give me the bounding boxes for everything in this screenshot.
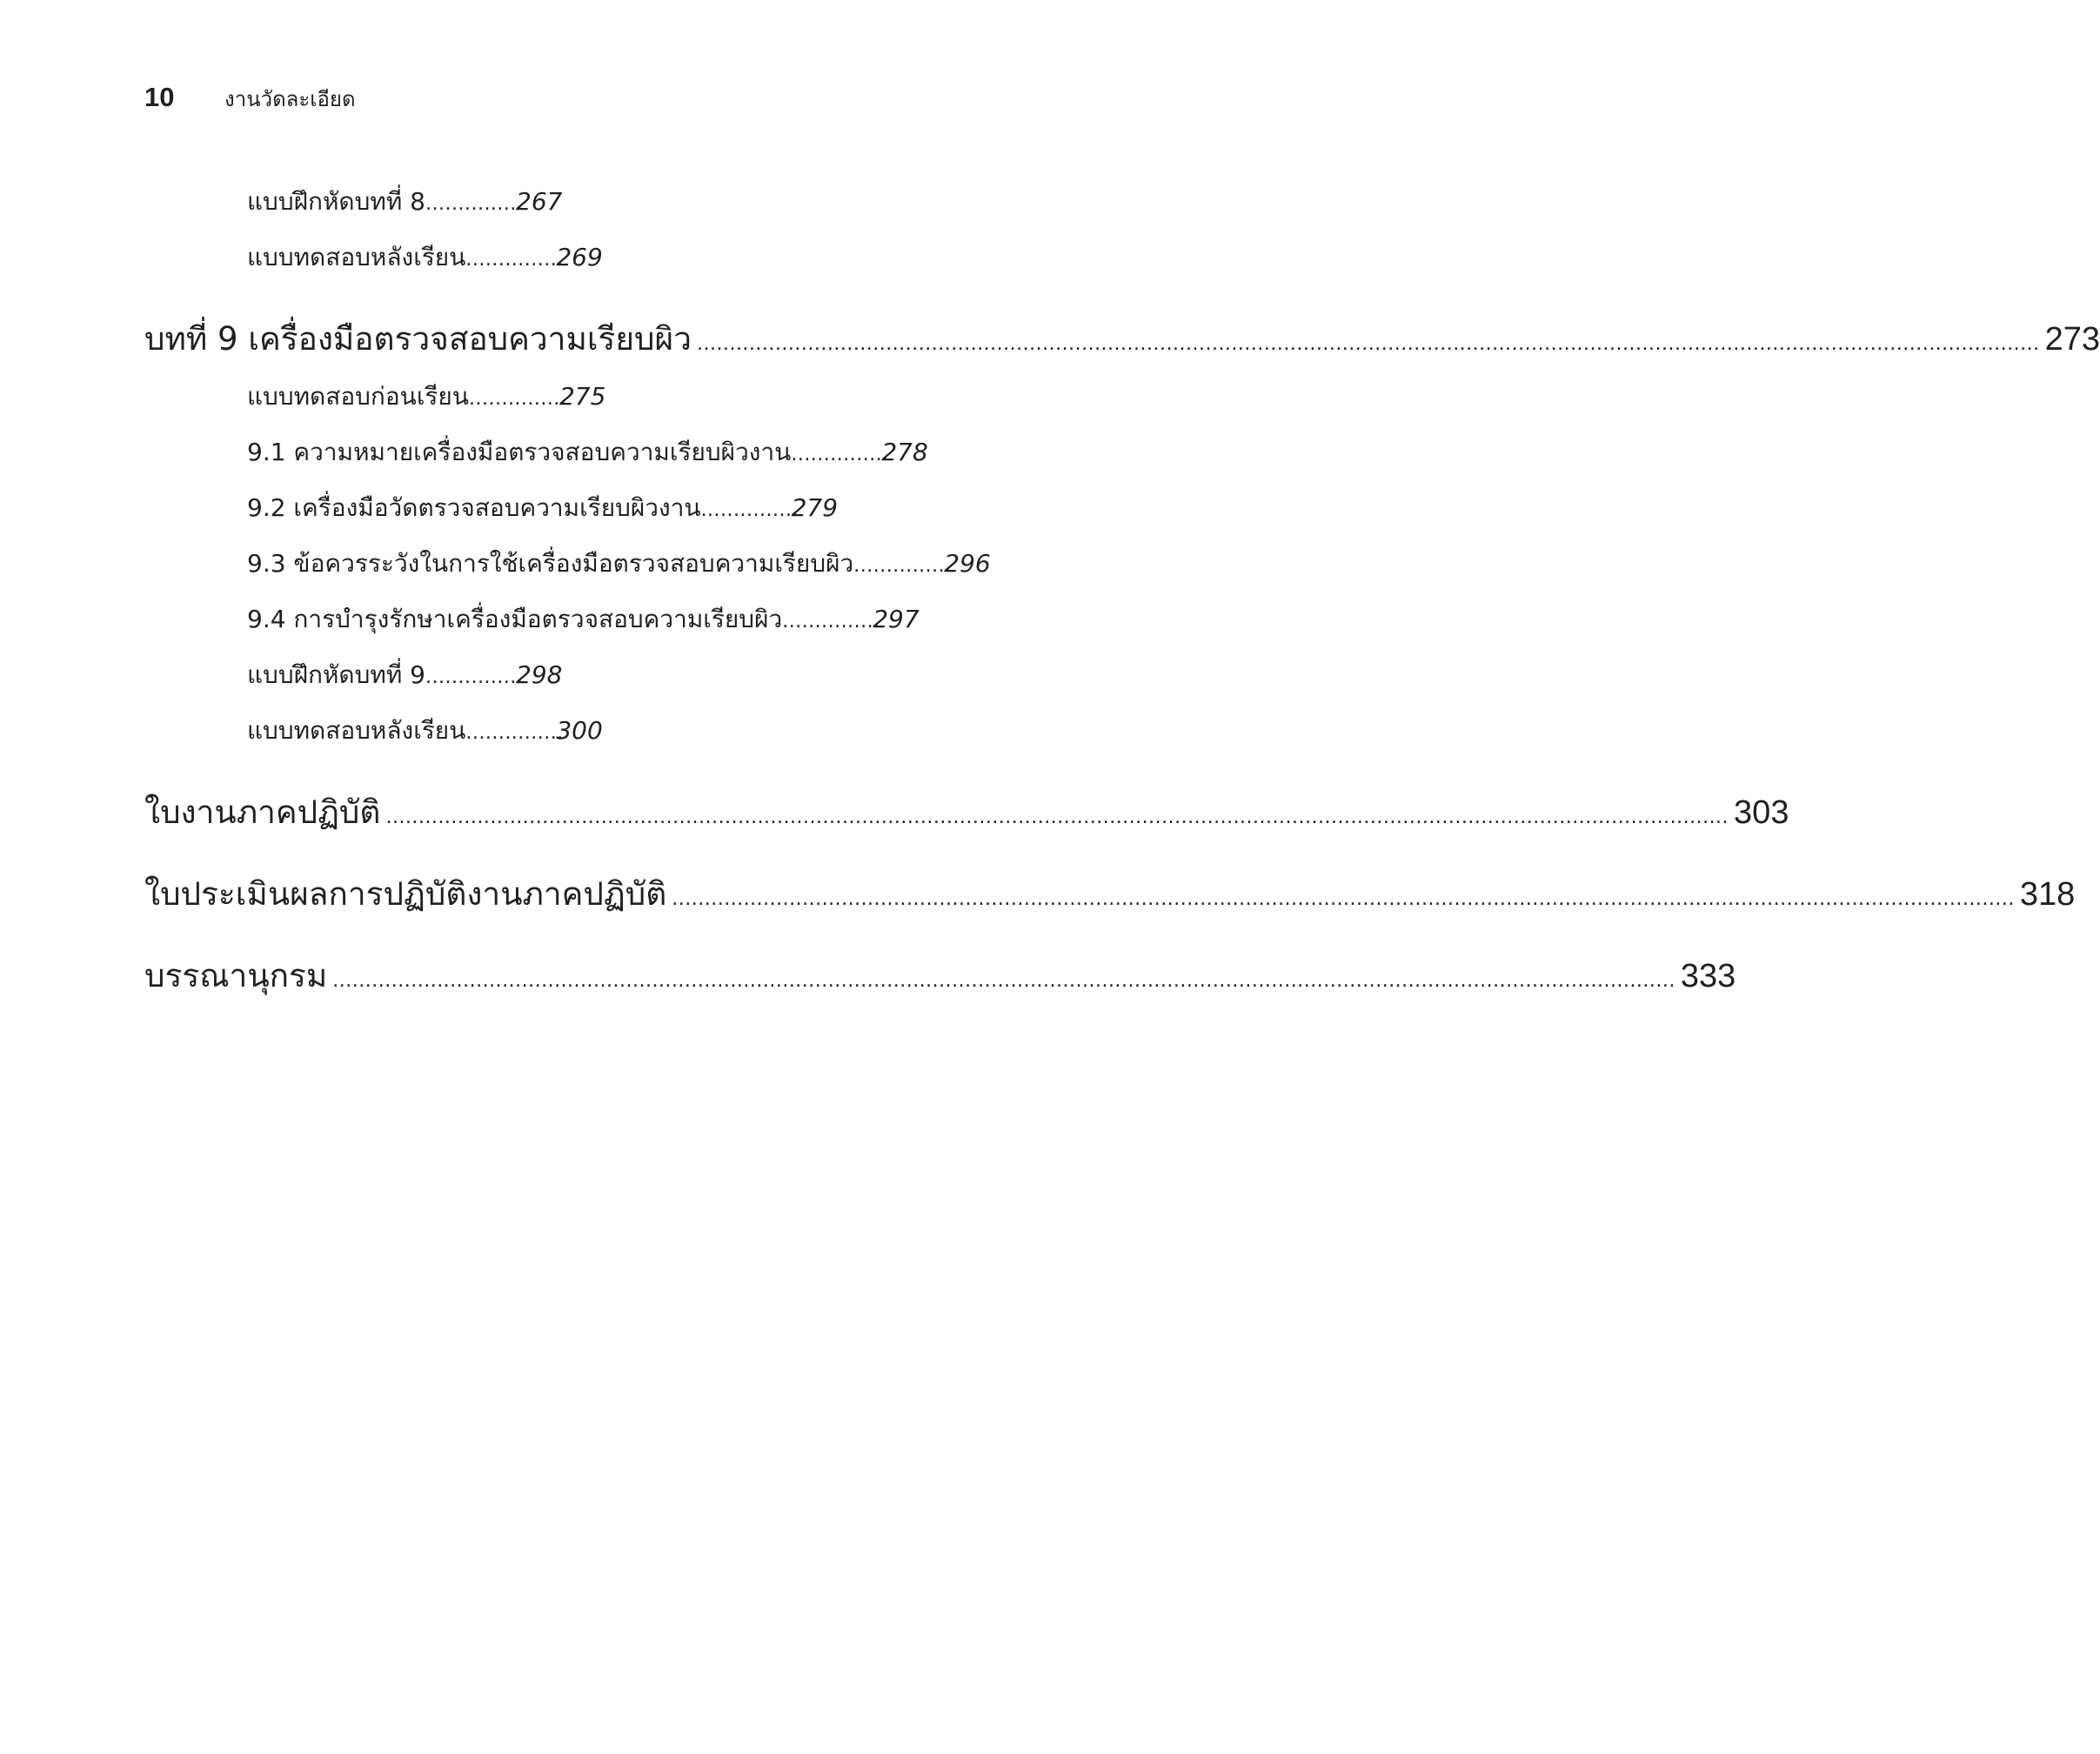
toc-entry-page: 278 (881, 438, 928, 466)
toc-entry-text: แบบฝึกหัดบทที่ 8 (247, 187, 425, 216)
toc-back-matter-entry[interactable] (144, 868, 2076, 920)
toc-entry-page: 298 (516, 660, 563, 689)
toc-entry-text: 9.2 เครื่องมือวัดตรวจสอบความเรียบผิวงาน (247, 493, 701, 522)
toc-entry-page: 300 (556, 716, 603, 745)
toc-entry[interactable] (247, 489, 838, 527)
toc-entry[interactable] (247, 656, 562, 694)
toc-chapter-page: 333 (1680, 958, 1736, 994)
page-number: 10 (144, 82, 175, 112)
toc-entry[interactable] (247, 238, 603, 277)
toc-entry-text: แบบทดสอบหลังเรียน (247, 716, 466, 745)
toc-entry[interactable] (247, 712, 603, 750)
dot-leader: ............... (853, 555, 952, 577)
dot-leader: ............... (700, 499, 799, 521)
toc-entry[interactable] (247, 545, 991, 583)
dot-leader: .............................................................................................................................................................................................................. (672, 888, 2015, 910)
toc-entry-text: 9.3 ข้อควรระวังในการใช้เครื่องมือตรวจสอบความเรียบผิว (247, 549, 854, 578)
toc-entry-text: 9.1 ความหมายเครื่องมือตรวจสอบความเรียบผิวงาน (247, 438, 792, 466)
toc-chapter-page: 318 (2019, 876, 2076, 913)
toc-chapter-title: บทที่ 9 เครื่องมือตรวจสอบความเรียบผิว (144, 320, 692, 358)
toc-chapter-title: ใบงานภาคปฏิบัติ (144, 793, 381, 831)
toc-entry-text: 9.4 การบำรุงรักษาเครื่องมือตรวจสอบความเรียบผิว (247, 605, 783, 633)
dot-leader: ............... (465, 722, 564, 744)
toc-entry[interactable] (247, 378, 605, 416)
toc-entry[interactable] (247, 183, 562, 221)
toc-entry-text: แบบทดสอบหลังเรียน (247, 243, 466, 271)
dot-leader: ............... (425, 666, 524, 688)
toc-entry[interactable] (247, 433, 928, 472)
toc-entry-page: 296 (944, 549, 991, 578)
toc-entry-text: แบบทดสอบก่อนเรียน (247, 382, 469, 411)
toc-entry-page: 267 (516, 187, 563, 216)
dot-leader: ............... (425, 193, 524, 215)
toc-back-matter-entry[interactable] (144, 787, 1789, 838)
toc-entry-page: 279 (791, 493, 839, 522)
toc-entry-page: 297 (873, 605, 920, 633)
running-title: งานวัดละเอียด (224, 87, 356, 111)
toc-entry-page: 269 (556, 243, 603, 271)
dot-leader: ............... (782, 611, 880, 633)
dot-leader: .............................................................................................................................................................................................................. (332, 970, 1675, 992)
dot-leader: ............... (791, 444, 889, 465)
dot-leader: ............... (468, 388, 567, 410)
toc-back-matter-entry[interactable] (144, 950, 1736, 1001)
dot-leader: .............................................................................................................................................................................................................. (696, 333, 2040, 355)
toc-chapter-page: 273 (2044, 321, 2100, 358)
toc-chapter-title: บรรณานุกรม (144, 957, 328, 994)
toc-chapter-title: ใบประเมินผลการปฏิบัติงานภาคปฏิบัติ (144, 875, 667, 913)
page-header (144, 82, 356, 116)
toc-entry-text: แบบฝึกหัดบทที่ 9 (247, 660, 425, 689)
toc-entry-page: 275 (558, 382, 606, 411)
toc-chapter-page: 303 (1734, 794, 1789, 831)
dot-leader: ............... (465, 249, 564, 271)
dot-leader: .............................................................................................................................................................................................................. (385, 807, 1729, 828)
toc-entry[interactable] (247, 600, 920, 639)
toc-chapter-heading[interactable] (144, 313, 2100, 365)
